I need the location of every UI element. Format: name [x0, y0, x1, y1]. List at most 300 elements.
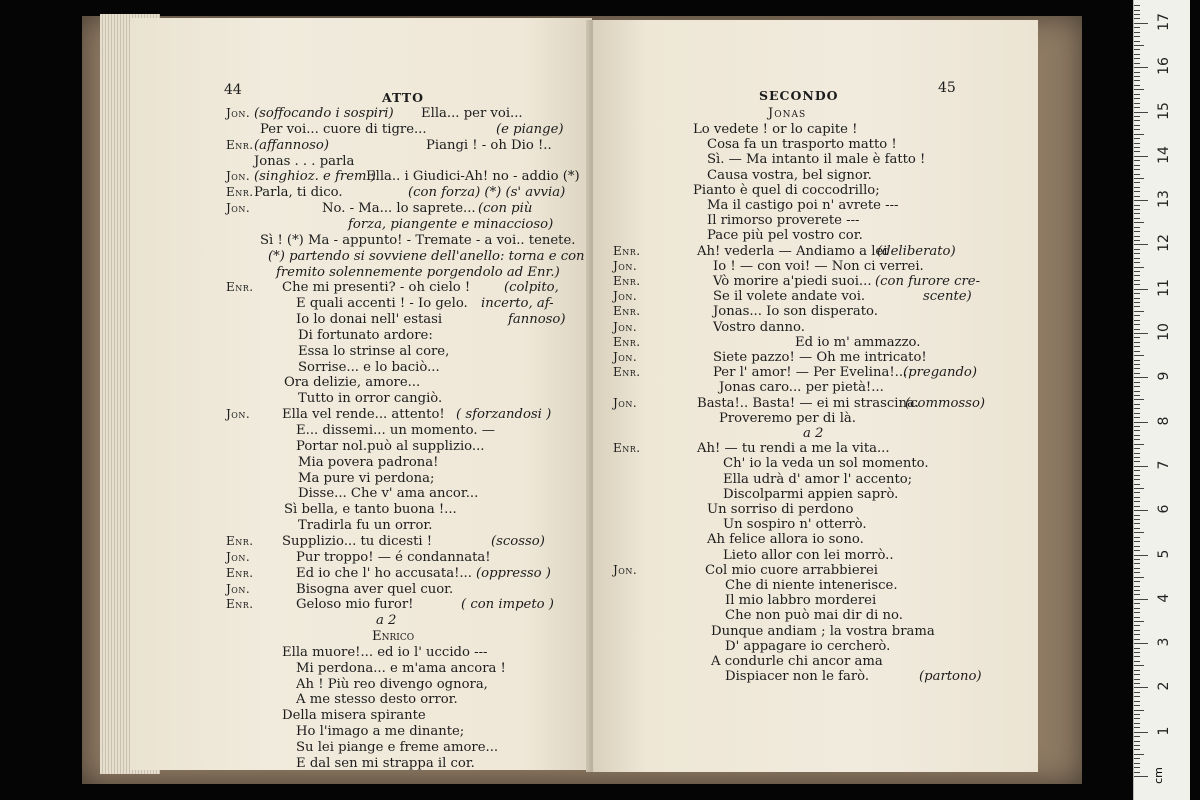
ruler-tick — [1134, 391, 1140, 392]
verse-text: Della misera spirante — [282, 708, 426, 724]
ruler-tick — [1134, 696, 1140, 697]
verse-text: Se il volete andate voi. — [713, 289, 866, 305]
verse-text: Ah! — tu rendi a me la vita... — [697, 441, 890, 457]
ruler-tick — [1134, 129, 1140, 130]
ruler-tick — [1134, 546, 1140, 547]
ruler-tick — [1134, 422, 1148, 423]
verse-text: Il rimorso proverete --- — [707, 213, 860, 229]
verse-text: Ella vel rende... attento! — [282, 407, 445, 423]
ruler-tick — [1134, 453, 1140, 454]
ruler-tick — [1134, 497, 1140, 498]
ruler-tick — [1134, 160, 1140, 161]
ruler-tick — [1134, 532, 1144, 533]
verse-text: Jonas... Io son disperato. — [713, 304, 878, 320]
ruler-tick — [1134, 41, 1140, 42]
ruler-tick — [1134, 377, 1148, 378]
ruler-tick — [1134, 479, 1140, 480]
verse-text: Supplizio... tu dicesti ! — [282, 533, 433, 549]
speaker-label: Jon. — [226, 201, 251, 216]
stage-direction: (singhioz. e frem.) — [254, 169, 376, 185]
ruler-tick — [1134, 776, 1148, 777]
ruler-tick — [1134, 222, 1144, 223]
ruler-tick — [1134, 572, 1140, 573]
ruler-tick — [1134, 116, 1140, 117]
ruler-tick — [1134, 244, 1148, 245]
ruler-tick — [1134, 80, 1140, 81]
ruler-tick — [1134, 599, 1148, 600]
verse-text: Jonas caro... per pietà!... — [719, 380, 884, 396]
stage-direction: (commosso) — [905, 395, 986, 411]
ruler-tick — [1134, 18, 1140, 19]
ruler-tick — [1134, 656, 1140, 657]
ruler-tick — [1134, 382, 1140, 383]
ruler-tick — [1134, 541, 1140, 542]
verse-text: Un sospiro n' otterrò. — [723, 517, 867, 533]
ruler-tick — [1134, 315, 1140, 316]
ruler-tick — [1134, 594, 1140, 595]
stage-direction: (affannoso) — [254, 137, 329, 153]
ruler-tick — [1134, 151, 1140, 152]
ruler-tick — [1134, 298, 1140, 299]
verse-text: Di fortunato ardore: — [298, 327, 433, 343]
left-page — [130, 18, 592, 770]
ruler-tick — [1134, 492, 1140, 493]
verse-text: Siete pazzo! — Oh me intricato! — [713, 350, 927, 365]
verse-text: E... dissemi... un momento. — — [296, 423, 495, 438]
speaker-label: Jon. — [613, 350, 638, 364]
left-page-number: 44 — [224, 82, 242, 98]
ruler-tick — [1134, 284, 1140, 285]
ruler-tick — [1134, 205, 1140, 206]
verse-text: Vostro danno. — [713, 319, 805, 335]
ruler-tick — [1134, 430, 1140, 431]
verse-text: Enrico — [372, 629, 415, 645]
verse-text: Pace più pel vostro cor. — [707, 228, 863, 244]
ruler-tick — [1134, 368, 1140, 369]
ruler-tick — [1134, 351, 1140, 352]
verse-text: D' appagare io cercherò. — [725, 638, 891, 654]
ruler-tick — [1134, 293, 1140, 294]
ruler-tick — [1134, 470, 1140, 471]
ruler-tick — [1134, 112, 1148, 113]
stage-direction: (scosso) — [491, 533, 545, 549]
ruler-tick — [1134, 515, 1140, 516]
stage-direction: (con forza) (*) (s' avvia) — [408, 185, 566, 201]
ruler-number: 16 — [1156, 57, 1172, 76]
ruler-tick — [1134, 271, 1140, 272]
speaker-label: Enr. — [613, 365, 641, 380]
ruler-tick — [1134, 386, 1140, 387]
ruler-tick — [1134, 741, 1140, 742]
ruler-tick — [1134, 484, 1140, 485]
ruler-tick — [1134, 373, 1140, 374]
ruler-tick — [1134, 745, 1140, 746]
verse-text: Geloso mio furor! — [296, 597, 414, 613]
stage-direction: a 2 — [376, 613, 397, 629]
verse-text: Io ! — con voi! — Non ci verrei. — [713, 258, 924, 274]
ruler-tick — [1134, 98, 1140, 99]
right-page-header: SECONDO — [759, 88, 839, 103]
verse-text: Cosa fa un trasporto matto ! — [707, 137, 897, 153]
ruler-number: 17 — [1156, 12, 1172, 31]
ruler-tick — [1134, 14, 1140, 15]
ruler-number: 13 — [1156, 190, 1172, 209]
ruler-tick — [1134, 5, 1140, 6]
right-page-subheader: Jonas — [768, 106, 807, 121]
ruler-tick — [1134, 337, 1140, 338]
verse-text: Sorrise... e lo baciò... — [298, 359, 440, 375]
ruler-tick — [1134, 444, 1144, 445]
verse-text: Causa vostra, bel signor. — [707, 167, 872, 183]
ruler-tick — [1134, 590, 1140, 591]
text-line — [130, 754, 592, 770]
speaker-label: Enr. — [613, 274, 641, 288]
ruler-tick — [1134, 404, 1140, 405]
ruler-tick — [1134, 169, 1140, 170]
ruler-number: 7 — [1156, 460, 1172, 470]
stage-direction: fannoso) — [508, 312, 566, 328]
ruler-tick — [1134, 687, 1148, 688]
ruler-tick — [1134, 749, 1140, 750]
verse-text: Ma pure vi perdona; — [298, 470, 435, 486]
ruler-tick — [1134, 683, 1140, 684]
ruler-number: 12 — [1156, 234, 1172, 253]
verse-text: Essa lo strinse al core, — [298, 343, 450, 359]
stage-direction: (soffocando i sospiri) — [254, 106, 394, 121]
stage-direction: incerto, af- — [481, 296, 554, 312]
verse-text: Ah ! Più reo divengo ognora, — [296, 676, 488, 692]
stage-direction: scente) — [923, 289, 972, 305]
ruler-tick — [1134, 227, 1140, 228]
ruler-tick — [1134, 736, 1140, 737]
ruler-tick — [1134, 58, 1140, 59]
ruler-tick — [1134, 568, 1140, 569]
ruler-tick — [1134, 767, 1140, 768]
ruler-tick — [1134, 120, 1140, 121]
ruler-tick — [1134, 63, 1140, 64]
ruler-tick — [1134, 714, 1140, 715]
ruler-tick — [1134, 537, 1140, 538]
ruler-number: 9 — [1156, 371, 1172, 381]
ruler-tick — [1134, 333, 1148, 334]
verse-text: Tradirla fu un orror. — [298, 518, 433, 534]
ruler-tick — [1134, 399, 1144, 400]
ruler-tick — [1134, 705, 1140, 706]
ruler-tick — [1134, 439, 1140, 440]
ruler-tick — [1134, 89, 1144, 90]
ruler-number: 8 — [1156, 416, 1172, 426]
verse-text: Dispiacer non le farò. — [725, 669, 870, 685]
ruler-tick — [1134, 342, 1140, 343]
verse-text: Pianto è quel di coccodrillo; — [693, 182, 880, 198]
speaker-label: Jon. — [226, 549, 251, 564]
ruler-tick — [1134, 262, 1140, 263]
ruler-tick — [1134, 448, 1140, 449]
verse-text: A me stesso desto orror. — [296, 692, 458, 708]
ruler-tick — [1134, 723, 1140, 724]
speaker-label: Enr. — [226, 533, 254, 548]
verse-text: Lieto allor con lei morrò.. — [723, 547, 894, 563]
speaker-label: Jon. — [226, 407, 251, 422]
verse-text: Ah! vederla — Andiamo a lei — [697, 243, 888, 259]
speaker-label: Enr. — [226, 280, 254, 295]
verse-text: Ella... per voi... — [421, 106, 523, 121]
verse-text: E dal sen mi strappa il cor. — [296, 755, 475, 770]
ruler-tick — [1134, 103, 1140, 104]
ruler-tick — [1134, 630, 1140, 631]
ruler-tick — [1134, 174, 1140, 175]
speaker-label: Enr. — [613, 243, 641, 258]
ruler-tick — [1134, 10, 1140, 11]
stage-direction: fremito solennemente porgendolo ad Enr.) — [276, 264, 560, 280]
verse-text: Tutto in orror cangiò. — [298, 391, 443, 407]
stage-direction: (oppresso ) — [476, 565, 551, 581]
ruler-tick — [1134, 36, 1140, 37]
verse-text: Mi perdona... e m'ama ancora ! — [296, 660, 506, 676]
left-page-header: ATTO — [382, 90, 425, 105]
ruler-tick — [1134, 138, 1140, 139]
verse-text: No. - Ma... lo saprete... — [322, 201, 476, 217]
ruler-tick — [1134, 218, 1140, 219]
verse-text: Basta!.. Basta! — ei mi strascina. — [697, 395, 919, 411]
ruler-tick — [1134, 275, 1140, 276]
measuring-ruler — [1133, 0, 1190, 800]
verse-text: Piangi ! - oh Dio !.. — [426, 137, 552, 153]
ruler-tick — [1134, 510, 1148, 511]
ruler-tick — [1134, 466, 1148, 467]
verse-text: Sì ! (*) Ma - appunto! - Tremate - a voi.. tenete. — [260, 232, 576, 248]
ruler-tick — [1134, 475, 1140, 476]
ruler-number: 3 — [1156, 637, 1172, 647]
ruler-number: 2 — [1156, 681, 1172, 691]
ruler-tick — [1134, 586, 1140, 587]
ruler-tick — [1134, 550, 1140, 551]
ruler-tick — [1134, 94, 1140, 95]
verse-text: Portar nol.può al supplizio... — [296, 438, 485, 454]
ruler-tick — [1134, 196, 1140, 197]
ruler-tick — [1134, 182, 1140, 183]
verse-text: Ma il castigo poi n' avrete --- — [707, 198, 899, 213]
verse-text: Pur troppo! — é condannata! — [296, 549, 491, 565]
ruler-tick — [1134, 187, 1140, 188]
verse-text: Disse... Che v' ama ancor... — [298, 486, 479, 502]
ruler-tick — [1134, 665, 1144, 666]
ruler-tick — [1134, 457, 1140, 458]
ruler-tick — [1134, 143, 1140, 144]
verse-text: Per l' amor! — Per Evelina!... — [713, 365, 908, 381]
ruler-tick — [1134, 209, 1140, 210]
ruler-tick — [1134, 413, 1140, 414]
stage-direction: ( con impeto ) — [461, 597, 554, 613]
ruler-tick — [1134, 643, 1148, 644]
ruler-tick — [1134, 240, 1140, 241]
ruler-tick — [1134, 134, 1144, 135]
stage-direction: (*) partendo si sovviene dell'anello: torna e con — [268, 248, 585, 264]
verse-text: Bisogna aver quel cuor. — [296, 581, 454, 597]
ruler-number: 10 — [1156, 323, 1172, 341]
verse-text: Dunque andiam ; la vostra brama — [711, 623, 935, 639]
ruler-tick — [1134, 191, 1140, 192]
ruler-tick — [1134, 625, 1140, 626]
ruler-tick — [1134, 408, 1140, 409]
ruler-tick — [1134, 701, 1140, 702]
ruler-tick — [1134, 329, 1140, 330]
speaker-label: Enr. — [226, 565, 254, 580]
ruler-tick — [1134, 621, 1144, 622]
ruler-tick — [1134, 692, 1140, 693]
ruler-tick — [1134, 754, 1144, 755]
ruler-tick — [1134, 54, 1140, 55]
ruler-tick — [1134, 727, 1140, 728]
ruler-tick — [1134, 670, 1140, 671]
ruler-tick — [1134, 674, 1140, 675]
ruler-tick — [1134, 603, 1140, 604]
verse-text: Un sorriso di perdono — [707, 502, 854, 517]
ruler-tick — [1134, 528, 1140, 529]
ruler-tick — [1134, 506, 1140, 507]
speaker-label: Enr. — [613, 334, 641, 349]
speaker-label: Enr. — [226, 185, 254, 200]
ruler-tick — [1134, 249, 1140, 250]
speaker-label: Jon. — [613, 258, 638, 273]
ruler-tick — [1134, 395, 1140, 396]
ruler-tick — [1134, 563, 1140, 564]
ruler-tick — [1134, 346, 1140, 347]
ruler-tick — [1134, 617, 1140, 618]
ruler-tick — [1134, 648, 1140, 649]
ruler-tick — [1134, 311, 1144, 312]
ruler-tick — [1134, 772, 1140, 773]
ruler-tick — [1134, 32, 1140, 33]
ruler-tick — [1134, 107, 1140, 108]
verse-text: Ch' io la veda un sol momento. — [723, 456, 929, 472]
stage-direction: (con furore cre- — [875, 274, 981, 289]
verse-text: Sì bella, e tanto buona !... — [284, 502, 457, 518]
verse-text: Jonas . . . parla — [254, 153, 355, 169]
verse-text: Il mio labbro morderei — [725, 593, 877, 609]
verse-text: Lo vedete ! or lo capite ! — [693, 122, 858, 137]
speaker-label: Jon. — [613, 562, 638, 577]
ruler-tick — [1134, 519, 1140, 520]
verse-text: Sì. — Ma intanto il male è fatto ! — [707, 152, 926, 168]
stage-direction: (con più — [478, 201, 533, 217]
ruler-tick — [1134, 555, 1148, 556]
verse-text: Ora delizie, amore... — [284, 375, 421, 391]
ruler-tick — [1134, 178, 1144, 179]
stage-direction: ( sforzandosi ) — [456, 407, 552, 423]
stage-direction: (partono) — [919, 669, 982, 685]
verse-text: E quali accenti ! - Io gelo. — [296, 296, 468, 312]
stage-direction: (colpito, — [504, 280, 559, 296]
ruler-tick — [1134, 612, 1140, 613]
ruler-tick — [1134, 253, 1140, 254]
stage-direction: (e piange) — [496, 121, 564, 137]
ruler-number: 11 — [1156, 278, 1172, 297]
verse-text: Discolparmi appien saprò. — [723, 486, 899, 502]
ruler-tick — [1134, 634, 1140, 635]
speaker-label: Jon. — [226, 169, 251, 184]
ruler-unit: cm — [1151, 767, 1165, 784]
ruler-tick — [1134, 732, 1148, 733]
verse-text: Ho l'imago a me dinante; — [296, 724, 465, 740]
ruler-tick — [1134, 426, 1140, 427]
ruler-tick — [1134, 156, 1148, 157]
speaker-label: Jon. — [226, 106, 251, 120]
speaker-label: Enr. — [226, 597, 254, 612]
verse-text: Ella muore!... ed io l' uccido --- — [282, 644, 488, 660]
right-page-number: 45 — [938, 80, 956, 96]
ruler-tick — [1134, 501, 1140, 502]
verse-text: Parla, ti dico. — [254, 185, 343, 201]
verse-text: A condurle chi ancor ama — [711, 654, 883, 669]
speaker-label: Jon. — [613, 395, 638, 410]
ruler-tick — [1134, 435, 1140, 436]
ruler-number: 14 — [1156, 145, 1172, 164]
ruler-tick — [1134, 213, 1140, 214]
speaker-label: Jon. — [613, 289, 638, 304]
ruler-tick — [1134, 559, 1140, 560]
ruler-tick — [1134, 147, 1140, 148]
ruler-tick — [1134, 72, 1140, 73]
ruler-tick — [1134, 355, 1144, 356]
verse-text: Col mio cuore arrabbierei — [705, 562, 878, 578]
verse-text: Io lo donai nell' estasi — [296, 312, 443, 328]
ruler-tick — [1134, 45, 1144, 46]
ruler-tick — [1134, 302, 1140, 303]
ruler-tick — [1134, 165, 1140, 166]
ruler-tick — [1134, 267, 1144, 268]
ruler-tick — [1134, 236, 1140, 237]
ruler-tick — [1134, 523, 1140, 524]
ruler-number: 15 — [1156, 101, 1172, 120]
ruler-tick — [1134, 639, 1140, 640]
ruler-tick — [1134, 577, 1144, 578]
ruler-tick — [1134, 67, 1148, 68]
speaker-label: Jon. — [613, 319, 638, 334]
verse-text: Che non può mai dir di no. — [725, 608, 903, 624]
ruler-tick — [1134, 200, 1148, 201]
speaker-label: Enr. — [613, 441, 641, 456]
verse-text: Ella udrà d' amor l' accento; — [723, 471, 913, 487]
verse-text: Ella.. i Giudici-Ah! no - addio (*) — [366, 169, 580, 185]
ruler-tick — [1134, 488, 1144, 489]
verse-text: Proveremo per di là. — [719, 410, 856, 426]
stage-direction: (pregando) — [903, 365, 978, 381]
ruler-number: 6 — [1156, 504, 1172, 514]
ruler-tick — [1134, 125, 1140, 126]
verse-text: Su lei piange e freme amore... — [296, 740, 499, 755]
ruler-tick — [1134, 461, 1140, 462]
ruler-tick — [1134, 258, 1140, 259]
ruler-tick — [1134, 23, 1148, 24]
verse-text: Che di niente intenerisce. — [725, 578, 898, 593]
ruler-number: 4 — [1156, 593, 1172, 603]
ruler-tick — [1134, 280, 1140, 281]
verse-text: Ed io m' ammazzo. — [795, 334, 921, 350]
ruler-tick — [1134, 608, 1140, 609]
verse-text: Per voi... cuore di tigre... — [260, 121, 427, 137]
stage-direction: forza, piangente e minaccioso) — [348, 216, 554, 232]
ruler-tick — [1134, 324, 1140, 325]
ruler-number: 1 — [1156, 726, 1172, 736]
ruler-tick — [1134, 758, 1140, 759]
ruler-tick — [1134, 718, 1140, 719]
ruler-tick — [1134, 76, 1140, 77]
speaker-label: Enr. — [226, 137, 254, 152]
ruler-tick — [1134, 581, 1140, 582]
ruler-tick — [1134, 85, 1140, 86]
verse-text: Che mi presenti? - oh cielo ! — [282, 280, 471, 296]
